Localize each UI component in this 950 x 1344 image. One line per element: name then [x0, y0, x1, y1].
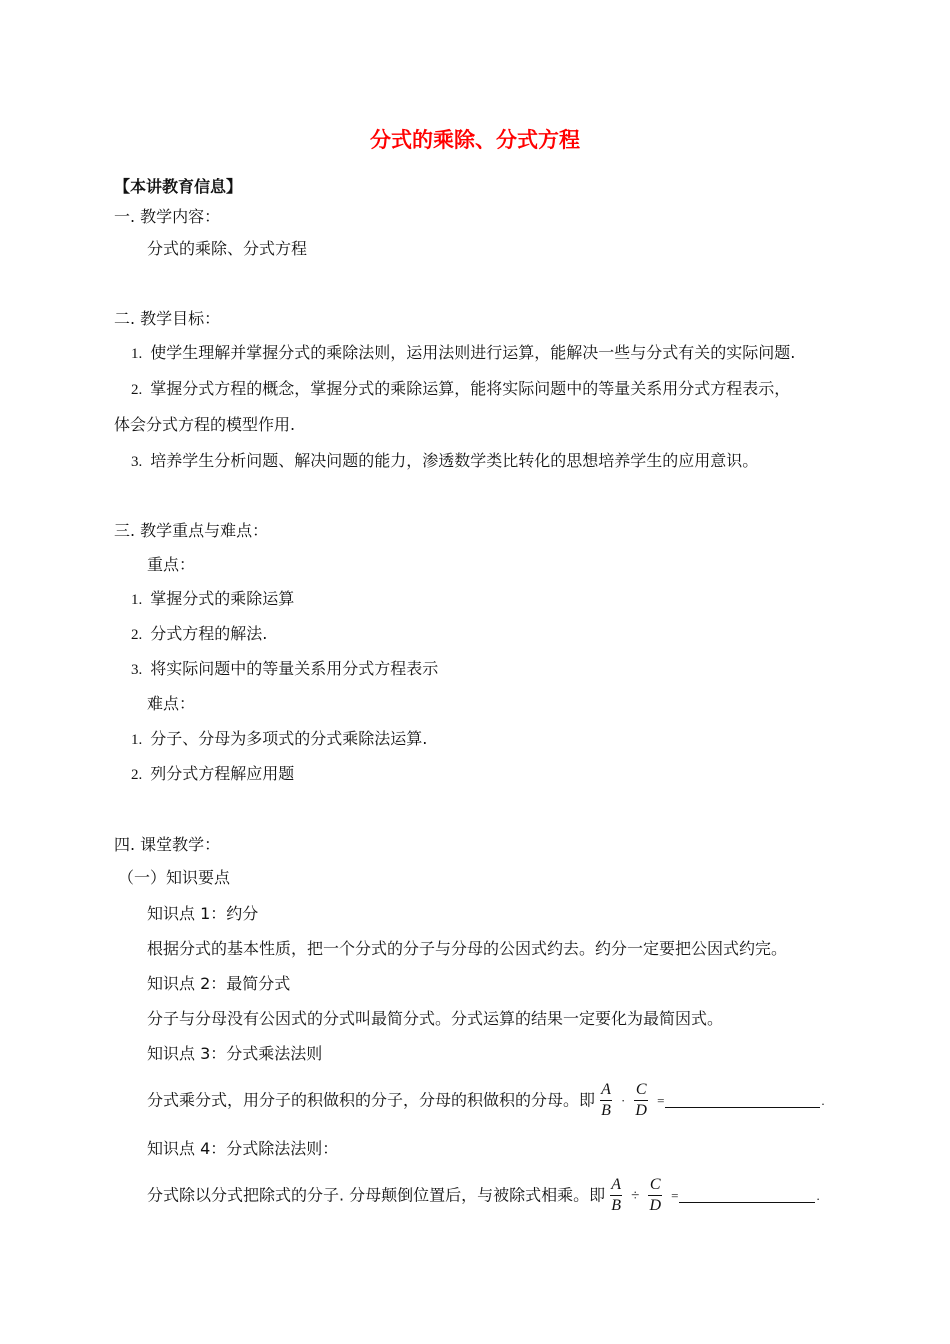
diff-item-2-text: 列分式方程解应用题 — [150, 764, 295, 783]
goal-item-2-text: 掌握分式方程的概念，掌握分式的乘除运算，能将实际问题中的等量关系用分式方程表示， — [150, 379, 791, 398]
knowledge-point-3-title: 知识点 3：分式乘法法则 — [147, 1044, 323, 1063]
section-4-heading: 四. 课堂教学： — [114, 835, 221, 854]
fraction-a-over-b-2 — [610, 1175, 622, 1216]
goal-item-2 — [131, 378, 790, 401]
section-1-content: 分式的乘除、分式方程 — [147, 239, 308, 258]
info-header: 【本讲教育信息】 — [114, 177, 243, 196]
equals-sign: = — [657, 1092, 665, 1108]
key-item-3 — [131, 658, 438, 681]
division-rule-line — [147, 1173, 824, 1218]
numerator-c-2: C — [648, 1175, 662, 1196]
division-rule-text: 分式除以分式把除式的分子. 分母颠倒位置后，与被除式相乘。即 — [147, 1185, 606, 1205]
numerator-c: C — [634, 1080, 648, 1101]
key-item-1-text: 掌握分式的乘除运算 — [150, 589, 295, 608]
numerator-a: A — [600, 1080, 612, 1101]
key-item-3-num: 3. — [131, 662, 143, 678]
document-title: 分式的乘除、分式方程 — [370, 128, 580, 152]
key-points-label: 重点： — [147, 555, 196, 574]
answer-blank-2 — [679, 1188, 815, 1203]
end-period: . — [821, 1092, 825, 1108]
key-item-2 — [131, 623, 267, 646]
fraction-c-over-d — [634, 1080, 648, 1121]
diff-item-1-num: 1. — [131, 732, 143, 748]
difficult-points-label: 难点： — [147, 694, 196, 713]
key-item-2-text: 分式方程的解法. — [150, 624, 268, 643]
denominator-d-2: D — [649, 1197, 662, 1214]
diff-item-1 — [131, 728, 427, 751]
multiply-dot: · — [620, 1092, 626, 1108]
equals-sign-2: = — [671, 1187, 679, 1203]
knowledge-subheading: （一）知识要点 — [118, 868, 231, 887]
knowledge-point-1-title: 知识点 1：约分 — [147, 904, 259, 923]
fraction-c-over-d-2 — [648, 1175, 662, 1216]
multiplication-rule-line — [147, 1078, 829, 1123]
goal-item-2-num: 2. — [131, 382, 143, 398]
section-1-heading: 一. 教学内容： — [114, 207, 221, 226]
divide-sign: ÷ — [631, 1187, 640, 1204]
diff-item-2 — [131, 763, 294, 786]
numerator-a-2: A — [610, 1175, 622, 1196]
denominator-d: D — [635, 1102, 647, 1119]
knowledge-point-2-title: 知识点 2：最简分式 — [147, 974, 291, 993]
section-3-heading: 三. 教学重点与难点： — [114, 521, 269, 540]
goal-item-2-continued: 体会分式方程的模型作用. — [114, 415, 296, 434]
goal-item-3 — [131, 450, 758, 473]
fraction-a-over-b — [600, 1080, 612, 1121]
end-period-2: . — [816, 1187, 820, 1203]
diff-item-2-num: 2. — [131, 767, 143, 783]
answer-blank — [665, 1093, 820, 1108]
diff-item-1-text: 分子、分母为多项式的分式乘除法运算. — [150, 729, 428, 748]
key-item-1 — [131, 588, 294, 611]
goal-item-1 — [131, 342, 795, 365]
goal-item-1-num: 1. — [131, 346, 143, 362]
goal-item-3-text: 培养学生分析问题、解决问题的能力，渗透数学类比转化的思想培养学生的应用意识。 — [150, 451, 759, 470]
key-item-3-text: 将实际问题中的等量关系用分式方程表示 — [150, 659, 439, 678]
multiplication-rule-text: 分式乘分式，用分子的积做积的分子，分母的积做积的分母。即 — [147, 1090, 596, 1110]
goal-item-1-text: 使学生理解并掌握分式的乘除法则，运用法则进行运算，能解决一些与分式有关的实际问题. — [150, 343, 796, 362]
denominator-b-2: B — [611, 1197, 622, 1214]
goal-item-3-num: 3. — [131, 454, 143, 470]
knowledge-point-2-text: 分子与分母没有公因式的分式叫最简分式。分式运算的结果一定要化为最简因式。 — [147, 1009, 724, 1028]
key-item-1-num: 1. — [131, 592, 143, 608]
denominator-b: B — [601, 1102, 611, 1119]
knowledge-point-1-text: 根据分式的基本性质，把一个分式的分子与分母的公因式约去。约分一定要把公因式约完。 — [147, 939, 788, 958]
key-item-2-num: 2. — [131, 627, 143, 643]
section-2-heading: 二. 教学目标： — [114, 309, 221, 328]
knowledge-point-4-title: 知识点 4：分式除法法则： — [147, 1139, 339, 1158]
